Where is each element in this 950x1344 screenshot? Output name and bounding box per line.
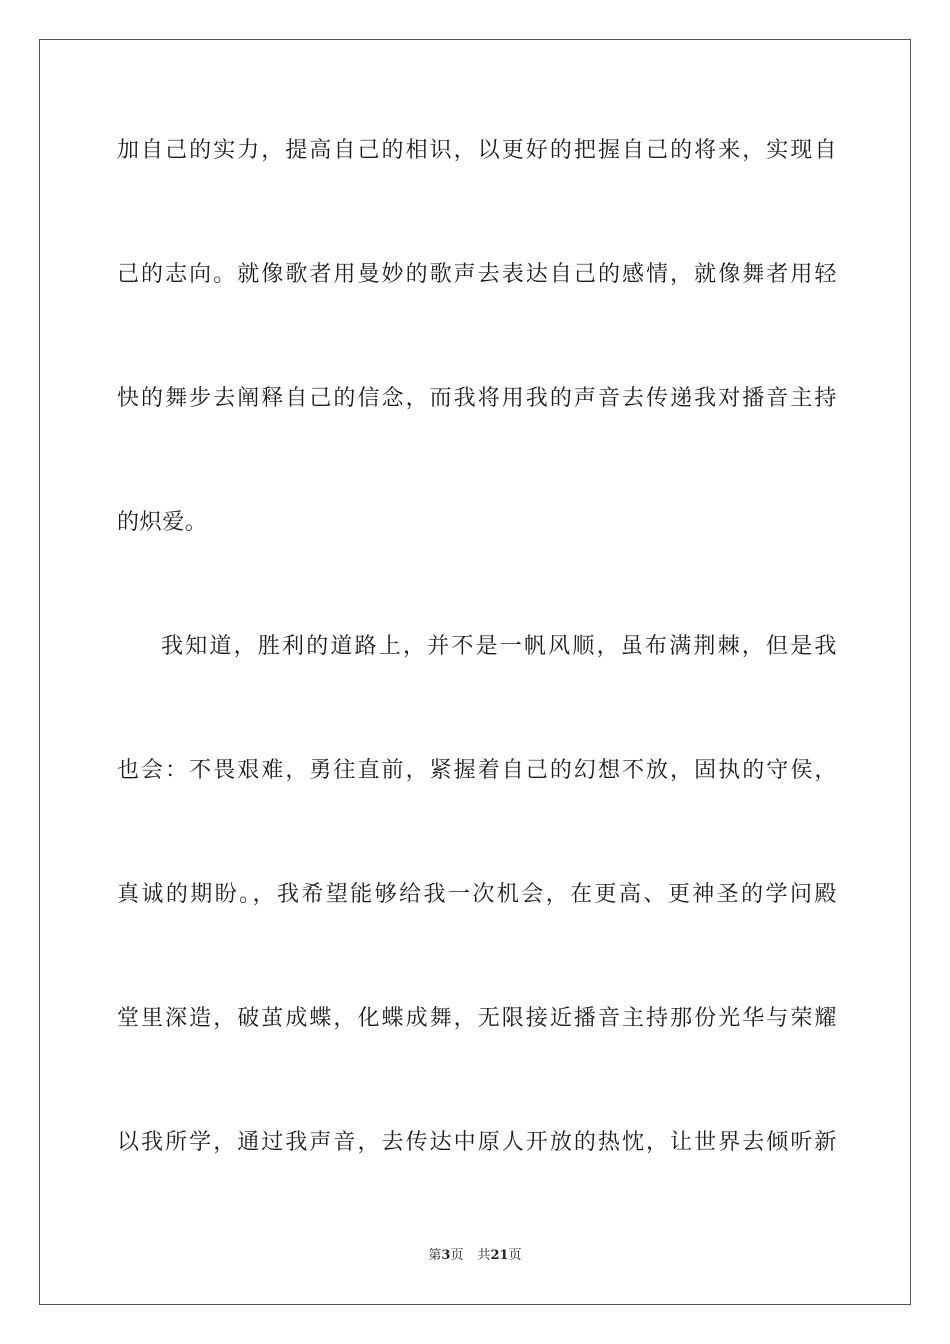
- page-prefix: 第: [428, 1248, 442, 1263]
- paragraph-line: 堂里深造，破茧成蝶，化蝶成舞，无限接近播音主持那份光华与荣耀: [117, 1006, 837, 1031]
- page-suffix: 页: [450, 1248, 464, 1263]
- paragraph-line: 快的舞步去阐释自己的信念，而我将用我的声音去传递我对播音主持: [117, 386, 837, 411]
- paragraph-line: 也会：不畏艰难，勇往直前，紧握着自己的幻想不放，固执的守侯，: [117, 758, 837, 783]
- paragraph-line: 真诚的期盼。，我希望能够给我一次机会，在更高、更神圣的学问殿: [117, 882, 837, 907]
- paragraph-line: 我知道，胜利的道路上，并不是一帆风顺，虽布满荆棘，但是我: [161, 634, 837, 659]
- total-prefix: 共: [477, 1248, 491, 1263]
- paragraph-line: 己的志向。就像歌者用曼妙的歌声去表达自己的感情，就像舞者用轻: [117, 262, 837, 287]
- page-number: 3: [441, 1248, 451, 1263]
- paragraph-line: 加自己的实力，提高自己的相识，以更好的把握自己的将来，实现自: [117, 138, 837, 163]
- total-suffix: 页: [508, 1248, 522, 1263]
- page-footer: [0, 1247, 950, 1265]
- page-border: [39, 39, 911, 1305]
- paragraph-line: 以我所学，通过我声音，去传达中原人开放的热忱，让世界去倾听新: [117, 1130, 837, 1155]
- total-pages: 21: [490, 1248, 509, 1263]
- paragraph-line: 的炽爱。: [117, 510, 208, 535]
